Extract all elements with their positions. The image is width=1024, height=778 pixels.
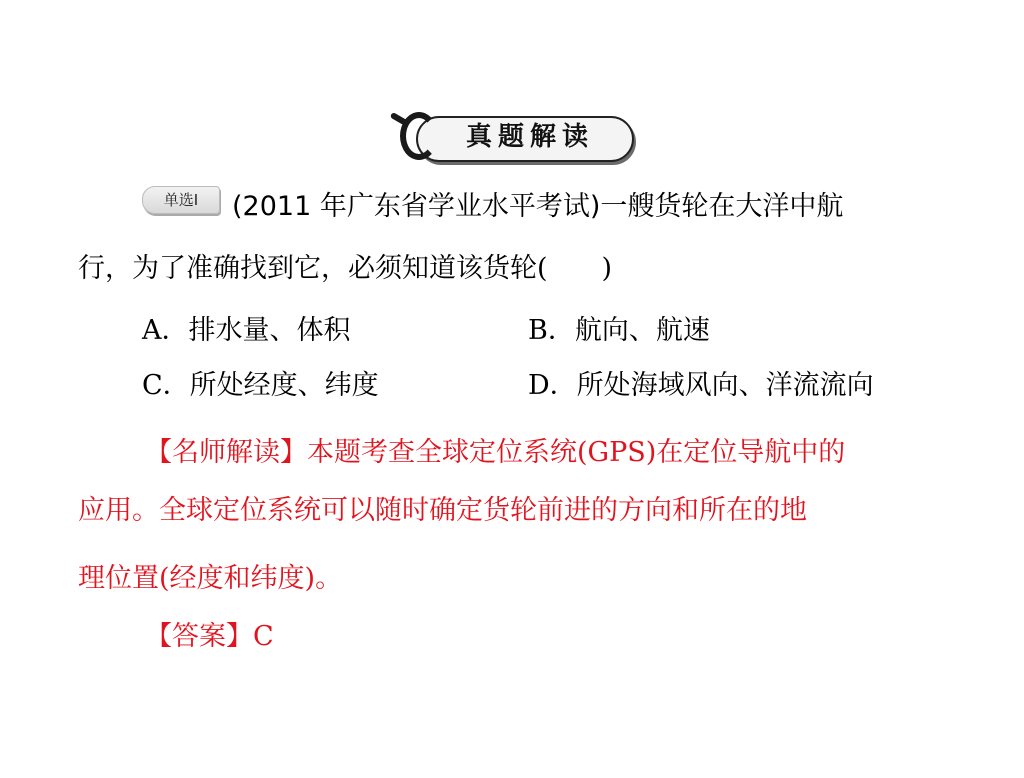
- answer-value: C: [253, 621, 274, 652]
- answer-label: 【答案】: [145, 621, 253, 652]
- option-a: A．排水量、体积: [142, 315, 351, 346]
- banner-title: 真题解读: [465, 122, 594, 152]
- question-line-2: 行，为了准确找到它，必须知道该货轮( ): [78, 253, 613, 284]
- explanation-line-3: 理位置(经度和纬度)。: [78, 563, 343, 594]
- option-c: C．所处经度、纬度: [142, 370, 379, 401]
- hook-tip-icon: [390, 112, 409, 126]
- answer-line: [145, 620, 274, 654]
- option-b: B．航向、航速: [528, 315, 710, 346]
- question-text-1: 一艘货轮在大洋中航: [600, 191, 844, 222]
- explanation-text-1: 本题考查全球定位系统(GPS)在定位导航中的: [307, 437, 846, 468]
- explanation-label: 【名师解读】: [145, 437, 307, 468]
- question-line-1: [232, 190, 843, 224]
- explanation-line-2: 应用。全球定位系统可以随时确定货轮前进的方向和所在的地: [78, 495, 807, 526]
- single-choice-badge: 单选Ⅰ: [142, 186, 220, 214]
- question-source: (2011 年广东省学业水平考试): [232, 191, 601, 222]
- option-d: D．所处海域风向、洋流流向: [528, 370, 874, 401]
- explanation-line-1: [145, 436, 845, 470]
- section-banner: [388, 110, 636, 166]
